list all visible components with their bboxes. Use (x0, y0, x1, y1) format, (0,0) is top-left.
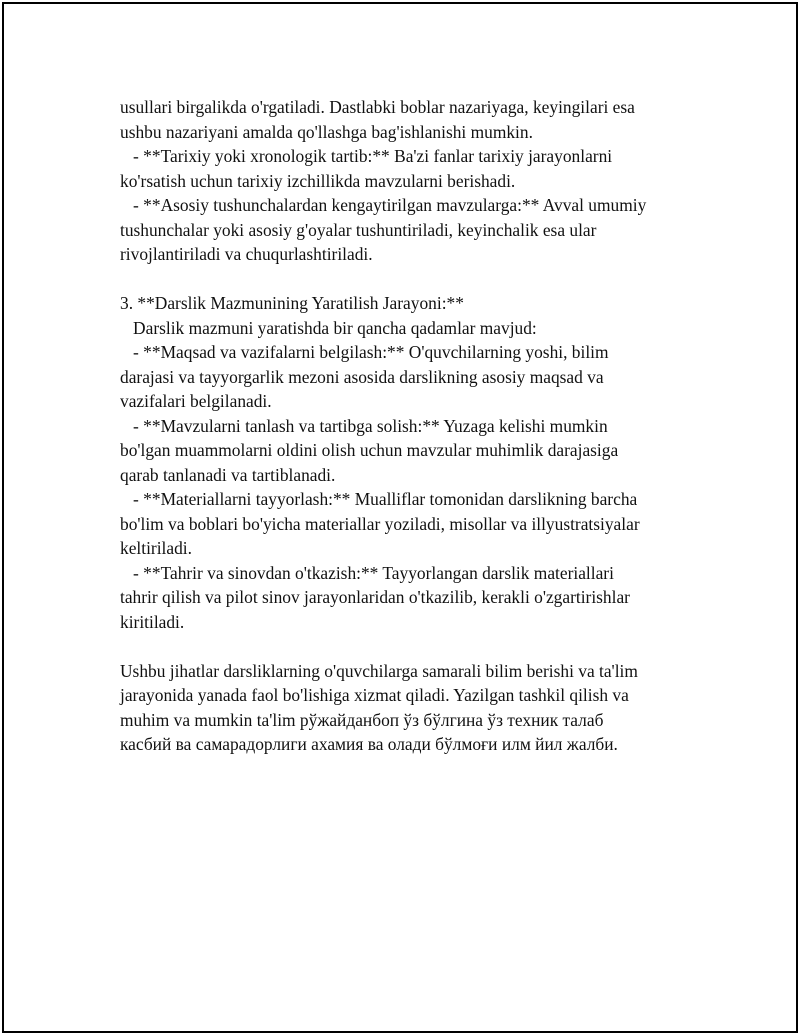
list-item-historical-order (120, 144, 700, 193)
list-item-basic-to-advanced (120, 193, 700, 267)
section-intro: Darslik mazmuni yaratishda bir qancha qadamlar mavjud: (120, 317, 537, 338)
text-line: bo'lim va boblari bo'yicha materiallar yoziladi, misollar va illyustratsiyalar (120, 513, 640, 534)
text-line: qarab tanlanadi va tartiblanadi. (120, 464, 336, 485)
list-item-materials (120, 487, 700, 561)
text-line: kiritiladi. (120, 611, 185, 632)
list-item-topic-selection (120, 414, 700, 488)
text-line: - **Tahrir va sinovdan o'tkazish:** Tayyorlangan darslik materiallari (120, 562, 614, 583)
text-line: muhim va mumkin ta'lim рўжайданбоп ўз бўлгина ўз техник талаб (120, 709, 604, 730)
text-line: tushunchalar yoki asosiy g'oyalar tushuntiriladi, keyinchalik esa ular (120, 219, 597, 240)
text-line: darajasi va tayyorgarlik mezoni asosida darslikning asosiy maqsad va (120, 366, 604, 387)
text-line: Ushbu jihatlar darsliklarning o'quvchilarga samarali bilim berishi va ta'lim (120, 660, 638, 681)
text-line: - **Materiallarni tayyorlash:** Mualliflar tomonidan darslikning barcha (120, 489, 638, 509)
text-line: usullari birgalikda o'rgatiladi. Dastlabki boblar nazariyaga, keyingilari esa (120, 97, 635, 117)
text-line: bo'lgan muammolarni oldini olish uchun mavzular muhimlik darajasiga (120, 440, 619, 460)
text-line: ko'rsatish uchun tarixiy izchillikda mavzularni berishadi. (120, 170, 516, 191)
text-line: keltiriladi. (120, 538, 192, 558)
text-line: - **Maqsad va vazifalarni belgilash:** O'quvchilarning yoshi, bilim (120, 342, 609, 362)
document-page (2, 2, 798, 1033)
text-line: касбий ва самарадорлиги ахамия ва олади бўлмоғи илм йил жалби. (120, 734, 618, 754)
paragraph-teaching-methods (120, 95, 700, 144)
text-line: jarayonida yanada faol bo'lishiga xizmat qiladi. Yazilgan tashkil qilish va (120, 685, 629, 705)
text-line: - **Asosiy tushunchalardan kengaytirilgan mavzularga:** Avval umumiy (120, 195, 647, 215)
text-line: - **Mavzularni tanlash va tartibga solish:** Yuzaga kelishi mumkin (120, 415, 608, 436)
list-item-editing-testing (120, 561, 700, 635)
spacer (120, 267, 700, 292)
document-body (120, 95, 700, 757)
text-line: - **Tarixiy yoki xronologik tartib:** Ba'zi fanlar tarixiy jarayonlarni (120, 146, 613, 166)
text-line: rivojlantiriladi va chuqurlashtiriladi. (120, 244, 373, 264)
list-item-goals (120, 340, 700, 414)
text-line: tahrir qilish va pilot sinov jarayonlaridan o'tkazilib, kerakli o'zgartirishlar (120, 587, 630, 607)
section-heading: 3. **Darslik Mazmunining Yaratilish Jarayoni:** (120, 293, 464, 313)
text-line: vazifalari belgilanadi. (120, 391, 272, 411)
text-line: ushbu nazariyani amalda qo'llashga bag'ishlanishi mumkin. (120, 121, 533, 142)
section-3 (120, 291, 700, 634)
spacer (120, 634, 700, 659)
paragraph-conclusion (120, 659, 700, 757)
